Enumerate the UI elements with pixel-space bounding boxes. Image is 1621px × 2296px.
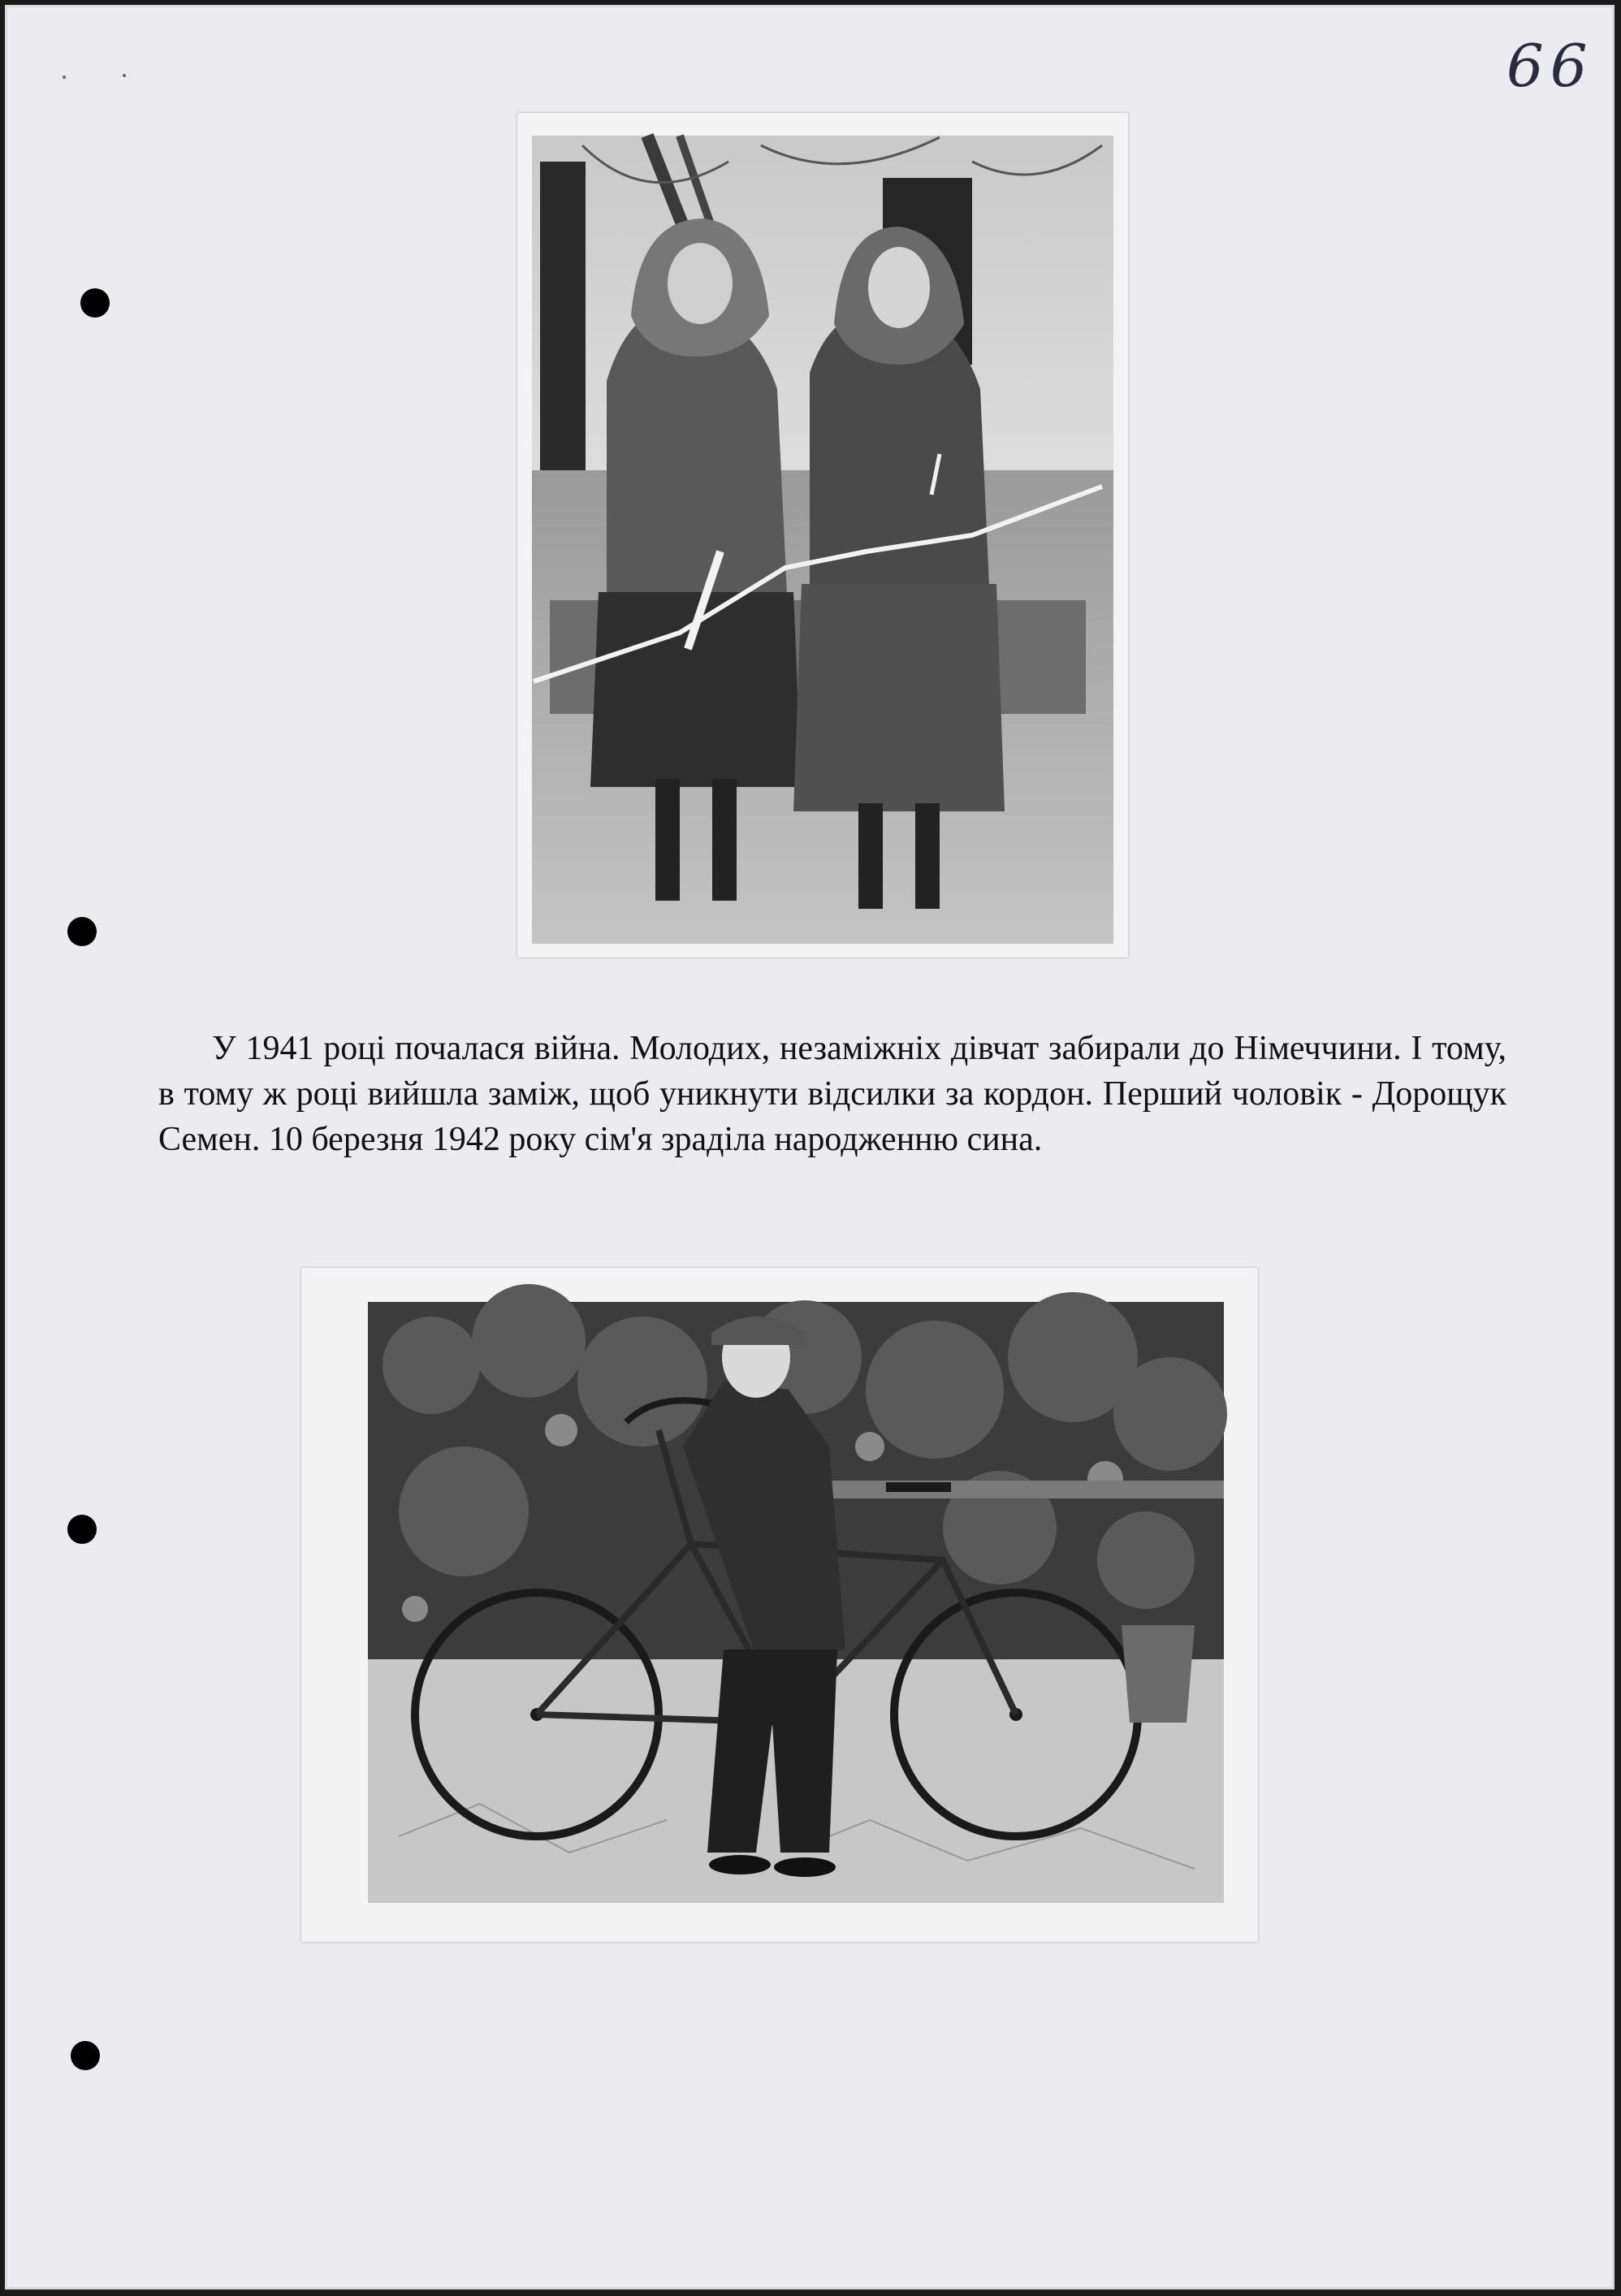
punch-hole-2 <box>67 917 97 946</box>
photo-boy-with-bicycle <box>301 1268 1258 1942</box>
punch-hole-1 <box>80 288 110 318</box>
scan-speck <box>63 76 66 79</box>
narrative-paragraph <box>158 1026 1506 1162</box>
paragraph-line-4: сина. <box>966 1121 1043 1158</box>
photo-two-women <box>517 113 1128 958</box>
page-number: 66 <box>1506 32 1594 100</box>
document-page <box>5 5 1615 2290</box>
paragraph-line-1: У 1941 році почалася війна. Молодих, незаміжніх дівчат забирали до <box>212 1030 1225 1067</box>
photo-boy-with-bicycle-image <box>301 1268 1258 1942</box>
paragraph-line-2: Німеччини. І тому, в тому ж році вийшла заміж, щоб уникнути відсилки за кордон. <box>158 1030 1507 1113</box>
punch-hole-4 <box>71 2041 100 2070</box>
paragraph-line-3: Перший чоловік - Дорощук Семен. 10 березня 1942 року сім'я зраділа народженню <box>158 1075 1506 1158</box>
punch-hole-3 <box>67 1515 97 1544</box>
photo-two-women-image <box>517 113 1128 958</box>
scan-speck <box>123 74 126 77</box>
